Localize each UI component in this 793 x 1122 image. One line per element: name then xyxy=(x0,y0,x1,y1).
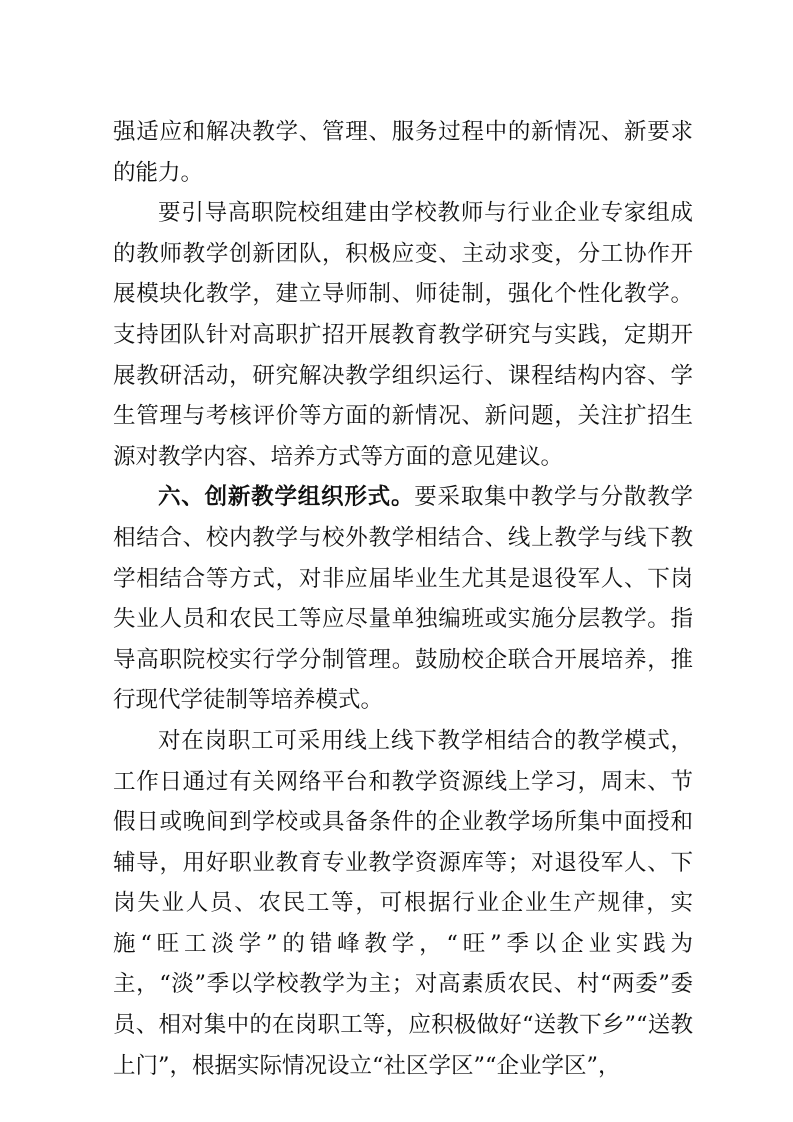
document-body xyxy=(113,112,693,1086)
section-six-text: 要采取集中教学与分散教学相结合、校内教学与校外教学相结合、线上教学与线下教学相结合等方式，对非应届毕业生尤其是退役军人、下岗失业人员和农民工等应尽量单独编班或实施分层教学。指导高职院校实行学分制管理。鼓励校企联合开展培养，推行现代学徒制等培养模式。 xyxy=(113,484,693,714)
section-heading-six: 六、创新教学组织形式。 xyxy=(158,484,415,511)
paragraph-continuation: 强适应和解决教学、管理、服务过程中的新情况、新要求的能力。 xyxy=(113,119,693,186)
paragraph-teaching-modes: 对在岗职工可采用线上线下教学相结合的教学模式，工作日通过有关网络平台和教学资源线上学习，周末、节假日或晚间到学校或具备条件的企业教学场所集中面授和辅导，用好职业教育专业教学资源库等；对退役军人、下岗失业人员、农民工等，可根据行业企业生产规律，实施“旺工淡学”的错峰教学，“旺”季以企业实践为主，“淡”季以学校教学为主；对高素质农民、村“两委”委员、相对集中的在岗职工等，应积极做好“送教下乡”“送教上门”，根据实际情况设立“社区学区”“企业学区”， xyxy=(113,727,693,1079)
paragraph-teaching-team: 要引导高职院校组建由学校教师与行业企业专家组成的教师教学创新团队，积极应变、主动求变，分工协作开展模块化教学，建立导师制、师徒制，强化个性化教学。支持团队针对高职扩招开展教育教学研究与实践，定期开展教研活动，研究解决教学组织运行、课程结构内容、学生管理与考核评价等方面的新情况、新问题，关注扩招生源对教学内容、培养方式等方面的意见建议。 xyxy=(113,200,693,470)
paragraph-section-six xyxy=(113,477,693,721)
